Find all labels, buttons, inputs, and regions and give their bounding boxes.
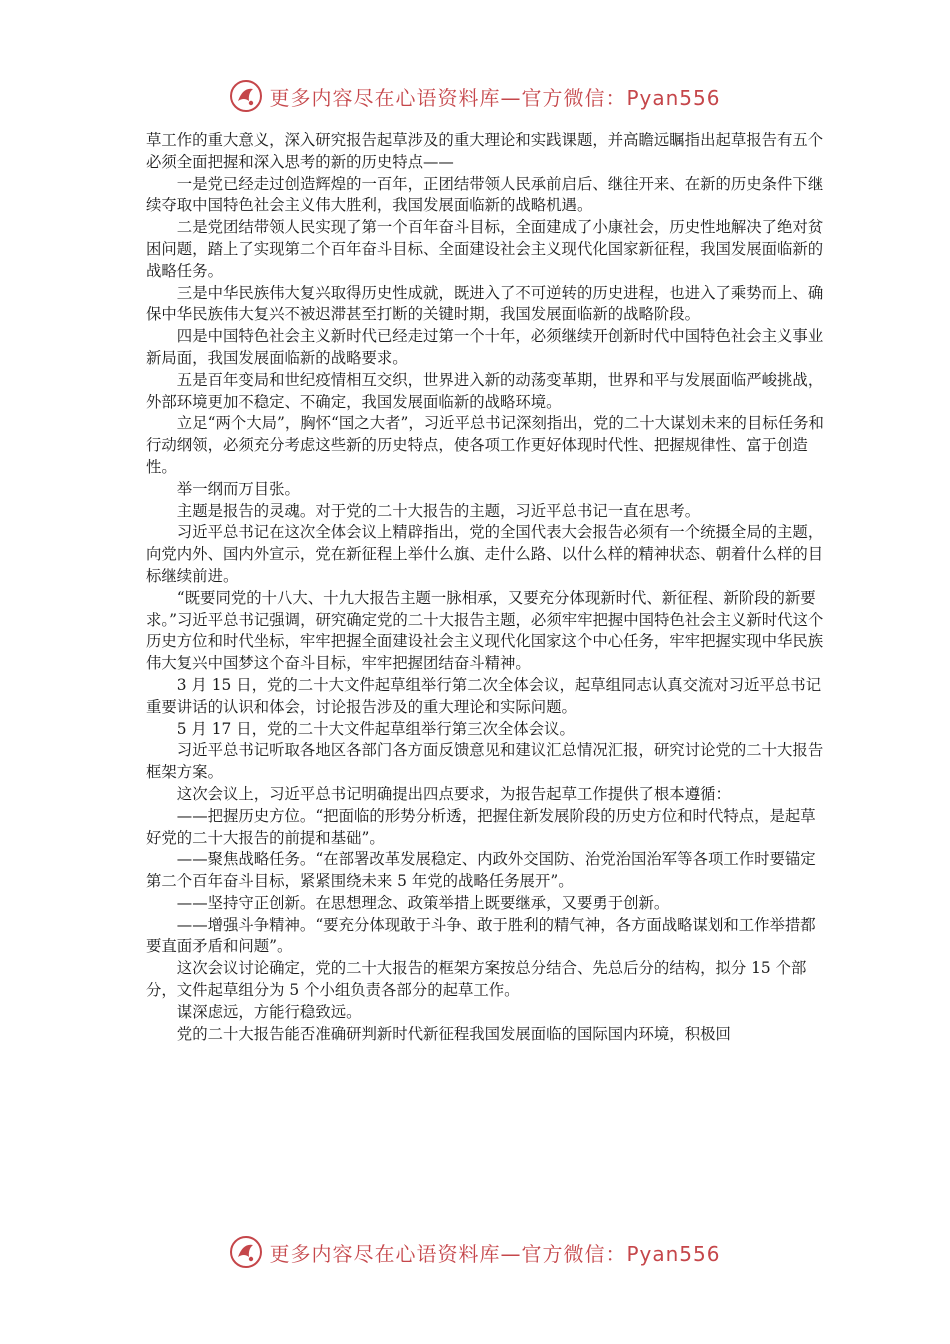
paragraph: ——坚持守正创新。在思想理念、政策举措上既要继承，又要勇于创新。 (176, 893, 670, 912)
paragraph: 习近平总书记在这次全体会议上精辟指出，党的全国代表大会报告必须有一个统摄全局的主题，向党内外、国内外宣示，党在新征程上举什么旗、走什么路、以什么样的精神状态、朝着什么样的目标继续前进。 (146, 523, 824, 585)
header-banner (0, 74, 950, 118)
paragraph: ——把握历史方位。“把面临的形势分析透，把握住新发展阶段的历史方位和时代特点，是起草好党的二十大报告的前提和基础”。 (146, 806, 816, 847)
paragraph: 习近平总书记听取各地区各部门各方面反馈意见和建议汇总情况汇报，研究讨论党的二十大报告框架方案。 (146, 741, 824, 782)
paragraph: 五是百年变局和世纪疫情相互交织，世界进入新的动荡变革期，世界和平与发展面临严峻挑战，外部环境更加不稳定、不确定，我国发展面临新的战略环境。 (146, 370, 824, 411)
paragraph: 主题是报告的灵魂。对于党的二十大报告的主题，习近平总书记一直在思考。 (176, 501, 701, 520)
document-body (146, 130, 826, 1045)
paragraph: 举一纲而万目张。 (176, 479, 300, 498)
paragraph: 一是党已经走过创造辉煌的一百年，正团结带领人民承前启后、继往开来、在新的历史条件下继续夺取中国特色社会主义伟大胜利，我国发展面临新的战略机遇。 (146, 174, 824, 215)
header-banner-text: 更多内容尽在心语资料库—官方微信：Pyan556 (269, 85, 721, 110)
footer-banner (0, 1230, 950, 1274)
paragraph: 立足“两个大局”，胸怀“国之大者”，习近平总书记深刻指出，党的二十大谋划未来的目标任务和行动纲领，必须充分考虑这些新的历史特点，使各项工作更好体现时代性、把握规律性、富于创造性。 (146, 414, 824, 476)
footer-banner-text: 更多内容尽在心语资料库—官方微信：Pyan556 (269, 1241, 721, 1266)
paragraph: 5 月 17 日，党的二十大文件起草组举行第三次全体会议。 (176, 719, 575, 738)
paragraph: 四是中国特色社会主义新时代已经走过第一个十年，必须继续开创新时代中国特色社会主义事业新局面，我国发展面临新的战略要求。 (146, 327, 824, 367)
paragraph: ——增强斗争精神。“要充分体现敢于斗争、敢于胜利的精气神，各方面战略谋划和工作举措都要直面矛盾和问题”。 (146, 915, 816, 956)
paragraph: 草工作的重大意义，深入研究报告起草涉及的重大理论和实践课题，并高瞻远瞩指出起草报告有五个必须全面把握和深入思考的新的历史特点—— (146, 131, 824, 171)
logo-icon (229, 1235, 263, 1269)
paragraph: 3 月 15 日，党的二十大文件起草组举行第二次全体会议，起草组同志认真交流对习近平总书记重要讲话的认识和体会，讨论报告涉及的重大理论和实际问题。 (146, 675, 822, 716)
paragraph: “既要同党的十八大、十九大报告主题一脉相承，又要充分体现新时代、新征程、新阶段的新要求。”习近平总书记强调，研究确定党的二十大报告主题，必须牢牢把握中国特色社会主义新时代这个历史方位和时代坐标，牢牢把握全面建设社会主义现代化国家这个中心任务，牢牢把握实现中华民族伟大复兴中国梦这个奋斗目标，牢牢把握团结奋斗精神。 (146, 588, 824, 673)
paragraph: 二是党团结带领人民实现了第一个百年奋斗目标，全面建成了小康社会，历史性地解决了绝对贫困问题，踏上了实现第二个百年奋斗目标、全面建设社会主义现代化国家新征程，我国发展面临新的战略任务。 (146, 218, 824, 280)
logo-icon (229, 79, 263, 113)
paragraph: 三是中华民族伟大复兴取得历史性成就，既进入了不可逆转的历史进程，也进入了乘势而上、确保中华民族伟大复兴不被迟滞甚至打断的关键时期，我国发展面临新的战略阶段。 (146, 283, 824, 324)
paragraph: 党的二十大报告能否准确研判新时代新征程我国发展面临的国际国内环境，积极回 (176, 1024, 731, 1043)
paragraph: ——聚焦战略任务。“在部署改革发展稳定、内政外交国防、治党治国治军等各项工作时要锚定第二个百年奋斗目标，紧紧围绕未来 5 年党的战略任务展开”。 (146, 850, 816, 891)
paragraph: 谋深虑远，方能行稳致远。 (176, 1002, 362, 1021)
paragraph: 这次会议上，习近平总书记明确提出四点要求，为报告起草工作提供了根本遵循： (176, 784, 731, 803)
paragraph: 这次会议讨论确定，党的二十大报告的框架方案按总分结合、先总后分的结构，拟分 15 个部分，文件起草组分为 5 个小组负责各部分的起草工作。 (146, 959, 807, 1000)
